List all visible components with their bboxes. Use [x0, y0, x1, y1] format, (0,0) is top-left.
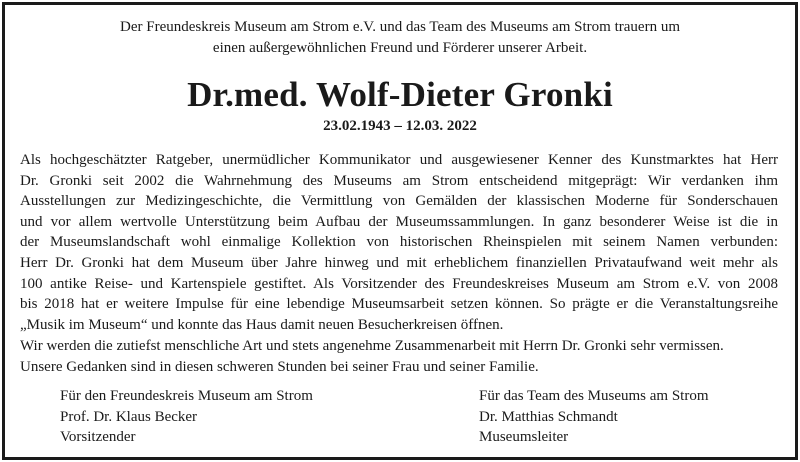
paragraph-line: der Museumslandschaft wohl einmalige Kollektion von historischen Rheinspielen mit seinem Namen verbunden:: [20, 234, 778, 251]
paragraph-line: Wir werden die zutiefst menschliche Art und stets angenehme Zusammenarbeit mit Herrn Dr. Gronki sehr vermissen.: [20, 338, 724, 354]
intro-text: [0, 17, 800, 59]
signature-person: Prof. Dr. Klaus Becker: [60, 408, 198, 425]
intro-line-2: einen außergewöhnlichen Freund und Förderer unserer Arbeit.: [212, 40, 588, 56]
intro-line-1: Der Freundeskreis Museum am Strom e.V. und das Team des Museums am Strom trauern um: [120, 19, 680, 35]
signature-left: [60, 386, 313, 448]
signature-org: Für das Team des Museums am Strom: [479, 388, 709, 404]
tribute-paragraph: [20, 150, 778, 335]
closing-paragraph: [20, 336, 778, 377]
paragraph-line: „Musik im Museum“ und konnte das Haus damit neuen Besucherkreisen öffnen.: [20, 316, 504, 333]
signature-role: Vorsitzender: [60, 429, 136, 446]
deceased-name: Dr.med. Wolf-Dieter Gronki: [187, 75, 613, 114]
paragraph-line: Als hochgeschätzter Ratgeber, unermüdlicher Kommunikator und ausgewiesener Kenner des Kunstmarktes hat Herr: [20, 152, 778, 168]
signature-person: Dr. Matthias Schmandt: [479, 408, 618, 425]
paragraph-line: Unsere Gedanken sind in diesen schweren Stunden bei seiner Frau und seiner Familie.: [20, 358, 539, 375]
paragraph-line: Ausstellungen zur Medizingeschichte, die Vermittlung von Gemälden der klassischen Moderne für Sonderschauen: [20, 193, 778, 210]
paragraph-line: Dr. Gronki seit 2002 die Wahrnehmung des Museums am Strom entscheidend mitgeprägt: Wir verdanken ihm: [20, 172, 778, 189]
paragraph-line: Herr Dr. Gronki hat dem Museum über Jahre hinweg und mit erheblichem finanziellen Privataufwand weit mehr als: [20, 254, 778, 271]
paragraph-line: 100 antike Reise- und Kartenspiele gestiftet. Als Vorsitzender des Freundeskreises Museum am Strom e.V. von 2008: [20, 275, 778, 292]
signature-right: [479, 386, 709, 448]
paragraph-line: und vor allem wertvolle Unterstützung beim Aufbau der Museumssammlungen. In ganz besonderer Weise ist die in: [20, 213, 778, 230]
signature-role: Museumsleiter: [479, 429, 569, 446]
signature-org: Für den Freundeskreis Museum am Strom: [60, 388, 313, 404]
life-dates: 23.02.1943 – 12.03. 2022: [323, 118, 477, 134]
paragraph-line: bis 2018 hat er weitere Impulse für eine lebendige Museumsarbeit setzen können. So prägte er die Veranstaltungsreihe: [20, 296, 778, 313]
